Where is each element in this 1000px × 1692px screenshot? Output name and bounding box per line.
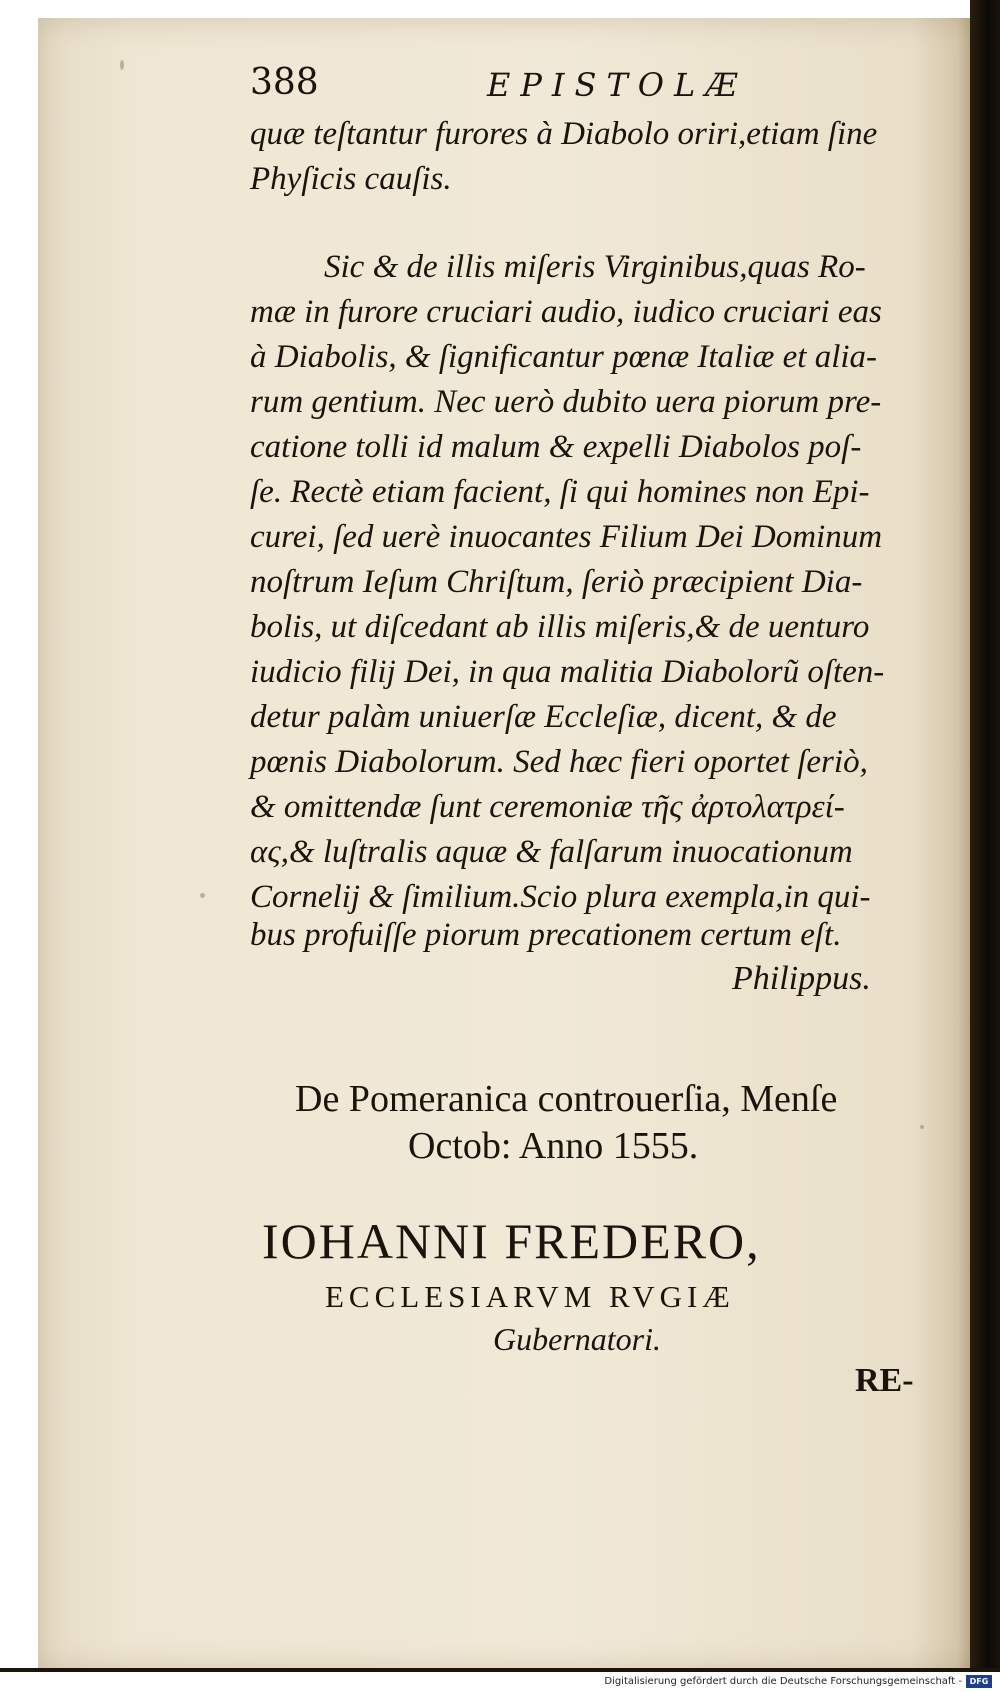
body-line: rum gentium. Nec uerò dubito uera piorum pre-: [250, 384, 882, 420]
paper-speck: [120, 60, 124, 70]
body-line: noſtrum Ieſum Chriſtum, ſeriò præcipient Dia-: [250, 564, 863, 600]
body-line: mæ in furore cruciari audio, iudico cruciari eas: [250, 294, 882, 330]
body-line: bus profuiſſe piorum precationem certum eſt.: [250, 917, 842, 953]
body-line: Phyſicis cauſis.: [250, 161, 452, 197]
body-line: detur palàm uniuerſæ Eccleſiæ, dicent, & de: [250, 699, 837, 735]
recipient-role: Gubernatori.: [493, 1321, 661, 1357]
page-number: 388: [250, 62, 319, 103]
catchword: RE-: [855, 1362, 914, 1399]
body-line: ας,& luſtralis aquæ & falſarum inuocationum: [250, 834, 853, 870]
body-line: iudicio filij Dei, in qua malitia Diabolorũ oſten-: [250, 654, 885, 690]
book-edge: [970, 0, 1000, 1692]
body-line: Cornelij & ſimilium.Scio plura exempla,in qui-: [250, 879, 871, 915]
body-line: catione tolli id malum & expelli Diabolos poſ-: [250, 429, 862, 465]
paper-speck: [920, 1125, 924, 1129]
dateline: Octob: Anno 1555.: [408, 1125, 699, 1167]
recipient-name: IOHANNI FREDERO,: [262, 1213, 761, 1269]
dfg-logo: DFG: [966, 1675, 992, 1688]
body-line: curei, ſed uerè inuocantes Filium Dei Dominum: [250, 519, 883, 555]
paper-speck: [200, 893, 205, 898]
body-line: bolis, ut diſcedant ab illis miſeris,& de uenturo: [250, 609, 870, 645]
dateline: De Pomeranica controuerſia, Menſe: [295, 1078, 838, 1120]
footer-credit: Digitalisierung gefördert durch die Deutsche Forschungsgemeinschaft -: [604, 1676, 962, 1687]
body-line: ſe. Rectè etiam facient, ſi qui homines non Epi-: [250, 474, 870, 510]
recipient-office: ECCLESIARVM RVGIÆ: [325, 1279, 735, 1314]
running-title: EPISTOLÆ: [487, 66, 748, 104]
body-line: pœnis Diabolorum. Sed hæc fieri oportet ſeriò,: [250, 744, 868, 780]
body-line: quæ teſtantur furores à Diabolo oriri,etiam ſine: [250, 116, 878, 152]
body-line: à Diabolis, & ſignificantur pœnæ Italiæ et alia-: [250, 339, 878, 375]
body-line: Sic & de illis miſeris Virginibus,quas Ro-: [324, 249, 866, 285]
signature: Philippus.: [732, 960, 871, 997]
body-line: & omittendæ ſunt ceremoniæ τῆς ἀρτολατρεί-: [250, 789, 845, 825]
